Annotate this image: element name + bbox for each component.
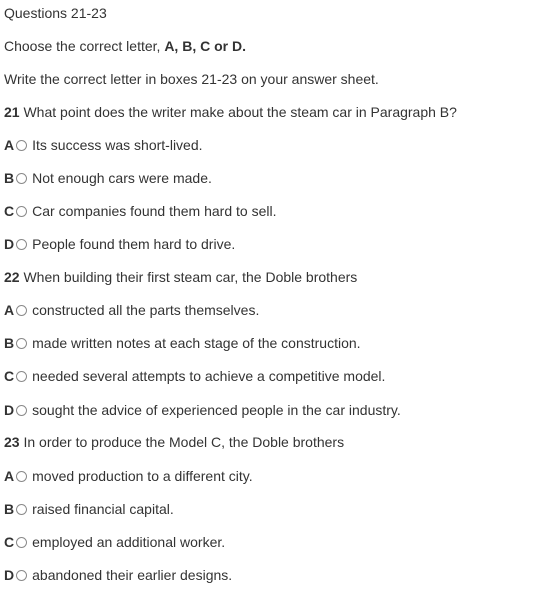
option-letter: C [4,203,15,219]
option-23-b[interactable] [4,499,174,519]
option-22-a[interactable] [4,300,259,320]
question-number: 21 [4,104,20,120]
option-text: People found them hard to drive. [32,236,236,252]
option-text: Car companies found them hard to sell. [32,203,277,219]
option-22-c[interactable] [4,366,385,386]
option-text: constructed all the parts themselves. [32,302,260,318]
question-21 [4,102,457,122]
option-23-d[interactable] [4,565,232,585]
radio-button[interactable] [16,239,27,250]
radio-button[interactable] [16,173,27,184]
option-21-d[interactable] [4,234,235,254]
radio-button[interactable] [16,471,27,482]
question-number: 22 [4,269,20,285]
option-text: raised financial capital. [32,501,174,517]
option-23-c[interactable] [4,532,225,552]
question-23 [4,432,344,452]
option-text: moved production to a different city. [32,468,253,484]
question-text: When building their first steam car, the Doble brothers [19,269,358,285]
option-letter: D [4,567,15,583]
question-number: 23 [4,434,20,450]
option-21-b[interactable] [4,168,212,188]
question-text: In order to produce the Model C, the Doble brothers [19,434,345,450]
radio-button[interactable] [16,140,27,151]
radio-button[interactable] [16,405,27,416]
option-letter: A [4,468,15,484]
option-text: Not enough cars were made. [32,170,212,186]
option-text: needed several attempts to achieve a competitive model. [32,368,386,384]
option-letter: A [4,137,15,153]
option-text: made written notes at each stage of the construction. [32,335,361,351]
option-text: abandoned their earlier designs. [32,567,233,583]
question-text: What point does the writer make about the steam car in Paragraph B? [19,104,457,120]
option-23-a[interactable] [4,466,253,486]
instruction-prefix: Choose the correct letter, [4,38,165,54]
option-letter: D [4,402,15,418]
radio-button[interactable] [16,570,27,581]
option-22-b[interactable] [4,333,361,353]
instruction-choose [4,36,246,56]
option-letter: A [4,302,15,318]
radio-button[interactable] [16,537,27,548]
option-letter: C [4,368,15,384]
option-letter: B [4,501,15,517]
option-21-a[interactable] [4,135,203,155]
radio-button[interactable] [16,305,27,316]
radio-button[interactable] [16,338,27,349]
option-22-d[interactable] [4,400,401,420]
option-21-c[interactable] [4,201,276,221]
radio-button[interactable] [16,371,27,382]
radio-button[interactable] [16,504,27,515]
option-letter: B [4,170,15,186]
radio-button[interactable] [16,206,27,217]
instruction-write: Write the correct letter in boxes 21-23 on your answer sheet. [4,71,379,87]
questions-title: Questions 21-23 [4,5,107,21]
instruction-letters: A, B, C or D. [164,38,246,54]
option-text: sought the advice of experienced people in the car industry. [32,402,401,418]
option-text: Its success was short-lived. [32,137,203,153]
option-text: employed an additional worker. [32,534,226,550]
option-letter: B [4,335,15,351]
option-letter: D [4,236,15,252]
question-22 [4,267,357,287]
option-letter: C [4,534,15,550]
